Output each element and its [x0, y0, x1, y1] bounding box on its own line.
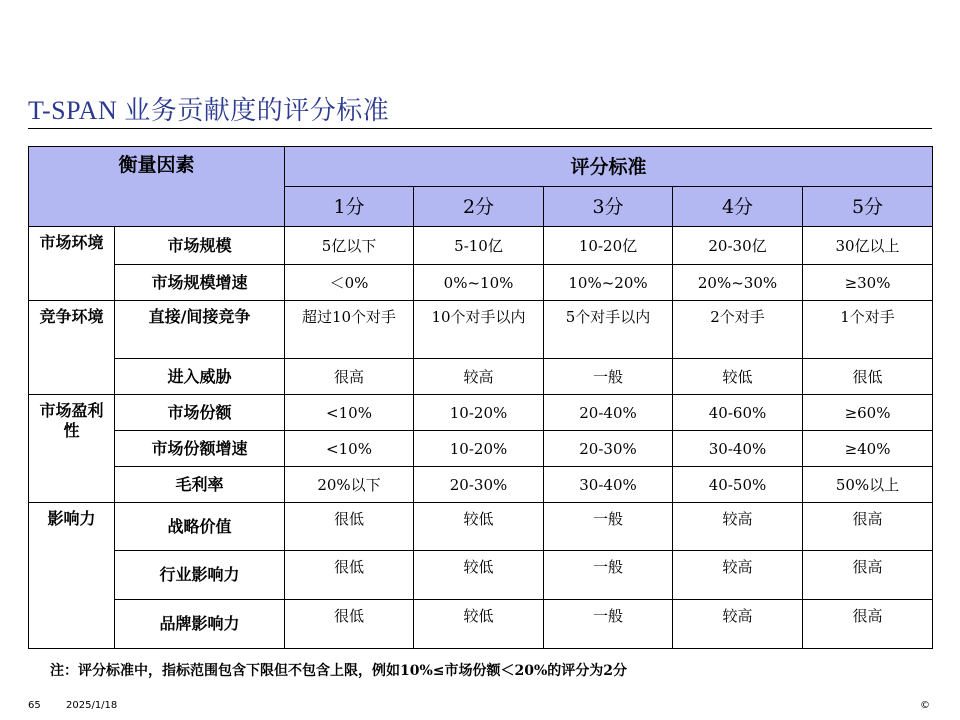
header-score-2: 2分	[414, 187, 544, 227]
factor-cell: 直接/间接竞争	[115, 301, 285, 359]
value-cell: 较高	[414, 359, 544, 395]
factor-cell: 行业影响力	[115, 551, 285, 600]
value-cell: 1个对手	[803, 301, 933, 359]
footnote: 注：评分标准中，指标范围包含下限但不包含上限，例如10%≤市场份额＜20%的评分为2分	[50, 663, 628, 679]
value-cell: 0%~10%	[414, 265, 544, 301]
factor-cell: 市场规模增速	[115, 265, 285, 301]
category-competition-environment: 竞争环境	[29, 301, 115, 395]
header-factor: 衡量因素	[29, 147, 285, 227]
value-cell: 超过10个对手	[285, 301, 414, 359]
category-market-environment: 市场环境	[29, 227, 115, 301]
value-cell: ＜0%	[285, 265, 414, 301]
factor-cell: 市场份额	[115, 395, 285, 431]
value-cell: 20-30亿	[673, 227, 803, 265]
value-cell: ≥60%	[803, 395, 933, 431]
value-cell: 20-30%	[544, 431, 673, 467]
factor-cell: 品牌影响力	[115, 600, 285, 649]
value-cell: 20-40%	[544, 395, 673, 431]
value-cell: 很高	[803, 503, 933, 551]
value-cell: 10-20%	[414, 395, 544, 431]
page-number: 65	[28, 700, 41, 711]
value-cell: 5-10亿	[414, 227, 544, 265]
value-cell: 一般	[544, 503, 673, 551]
value-cell: <10%	[285, 395, 414, 431]
copyright-mark: ©	[920, 700, 930, 711]
value-cell: 50%以上	[803, 467, 933, 503]
value-cell: 较低	[673, 359, 803, 395]
value-cell: 2个对手	[673, 301, 803, 359]
value-cell: 40-50%	[673, 467, 803, 503]
value-cell: 30-40%	[544, 467, 673, 503]
value-cell: 很低	[285, 503, 414, 551]
factor-cell: 战略价值	[115, 503, 285, 551]
value-cell: 5亿以下	[285, 227, 414, 265]
value-cell: 较低	[414, 551, 544, 600]
value-cell: 很低	[285, 600, 414, 649]
header-score-1: 1分	[285, 187, 414, 227]
value-cell: 一般	[544, 551, 673, 600]
value-cell: ≥30%	[803, 265, 933, 301]
value-cell: 一般	[544, 359, 673, 395]
value-cell: 10%~20%	[544, 265, 673, 301]
header-score-5: 5分	[803, 187, 933, 227]
value-cell: 20-30%	[414, 467, 544, 503]
value-cell: 很高	[285, 359, 414, 395]
header-score-3: 3分	[544, 187, 673, 227]
value-cell: 较高	[673, 551, 803, 600]
value-cell: 10-20亿	[544, 227, 673, 265]
value-cell: 很低	[285, 551, 414, 600]
factor-cell: 市场份额增速	[115, 431, 285, 467]
value-cell: <10%	[285, 431, 414, 467]
title-divider	[28, 128, 932, 129]
value-cell: 5个对手以内	[544, 301, 673, 359]
value-cell: 40-60%	[673, 395, 803, 431]
value-cell: 10-20%	[414, 431, 544, 467]
footer-date: 2025/1/18	[66, 700, 118, 711]
header-score-4: 4分	[673, 187, 803, 227]
value-cell: 很低	[803, 359, 933, 395]
category-market-profitability: 市场盈利性	[29, 395, 115, 503]
value-cell: 20%~30%	[673, 265, 803, 301]
page-title: T-SPAN 业务贡献度的评分标准	[28, 96, 390, 125]
value-cell: 20%以下	[285, 467, 414, 503]
value-cell: 较高	[673, 503, 803, 551]
header-criteria: 评分标准	[285, 147, 933, 187]
scoring-table	[28, 146, 933, 649]
factor-cell: 毛利率	[115, 467, 285, 503]
value-cell: 较高	[673, 600, 803, 649]
value-cell: 10个对手以内	[414, 301, 544, 359]
value-cell: 较低	[414, 600, 544, 649]
value-cell: 很高	[803, 551, 933, 600]
value-cell: 30亿以上	[803, 227, 933, 265]
category-influence: 影响力	[29, 503, 115, 649]
value-cell: 很高	[803, 600, 933, 649]
value-cell: 30-40%	[673, 431, 803, 467]
value-cell: ≥40%	[803, 431, 933, 467]
value-cell: 一般	[544, 600, 673, 649]
value-cell: 较低	[414, 503, 544, 551]
factor-cell: 市场规模	[115, 227, 285, 265]
factor-cell: 进入威胁	[115, 359, 285, 395]
